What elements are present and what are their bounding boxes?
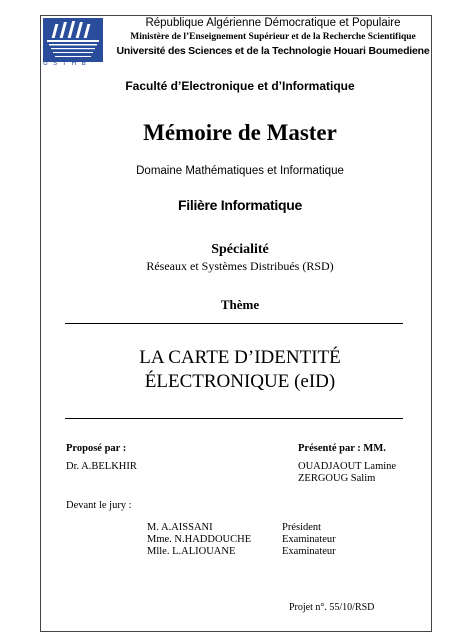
- theme-line-2: ÉLECTRONIQUE (eID): [144, 371, 336, 392]
- specialite-label: Spécialité: [211, 242, 269, 257]
- jury-label: Devant le jury :: [66, 500, 132, 511]
- propose-label: Proposé par :: [66, 443, 127, 454]
- jury-member-role: Président: [282, 522, 322, 533]
- project-number: Projet n°. 55/10/RSD: [289, 602, 375, 613]
- presente-name-1: OUADJAOUT Lamine: [298, 461, 397, 472]
- jury-member-role: Examinateur: [282, 546, 336, 557]
- propose-name: Dr. A.BELKHIR: [66, 461, 137, 472]
- jury-member-name: Mlle. L.ALIOUANE: [147, 546, 236, 557]
- specialite-value: Réseaux et Systèmes Distribués (RSD): [146, 259, 334, 273]
- presente-label: Présenté par : MM.: [298, 443, 386, 454]
- presente-name-2: ZERGOUG Salim: [298, 473, 376, 484]
- jury-member-name: M. A.AISSANI: [147, 522, 213, 533]
- jury-member-role: Examinateur: [282, 534, 336, 545]
- divider-top: [65, 323, 403, 324]
- filiere-line: Filière Informatique: [178, 197, 302, 213]
- document-title: Mémoire de Master: [143, 120, 337, 145]
- domain-line: Domaine Mathématiques et Informatique: [136, 165, 344, 177]
- theme-line-1: LA CARTE D’IDENTITÉ: [139, 347, 341, 368]
- jury-member-name: Mme. N.HADDOUCHE: [147, 534, 252, 545]
- logo-abbrev: USTHB: [43, 59, 92, 67]
- university-line: Université des Sciences et de la Technologie Houari Boumediene: [116, 45, 430, 57]
- ministry-line: Ministère de l’Enseignement Supérieur et de la Recherche Scientifique: [130, 32, 416, 42]
- republic-line: République Algérienne Démocratique et Populaire: [145, 17, 401, 29]
- theme-label: Thème: [220, 297, 260, 312]
- divider-bottom: [65, 418, 403, 419]
- faculty-line: Faculté d’Electronique et d’Informatique: [125, 79, 355, 93]
